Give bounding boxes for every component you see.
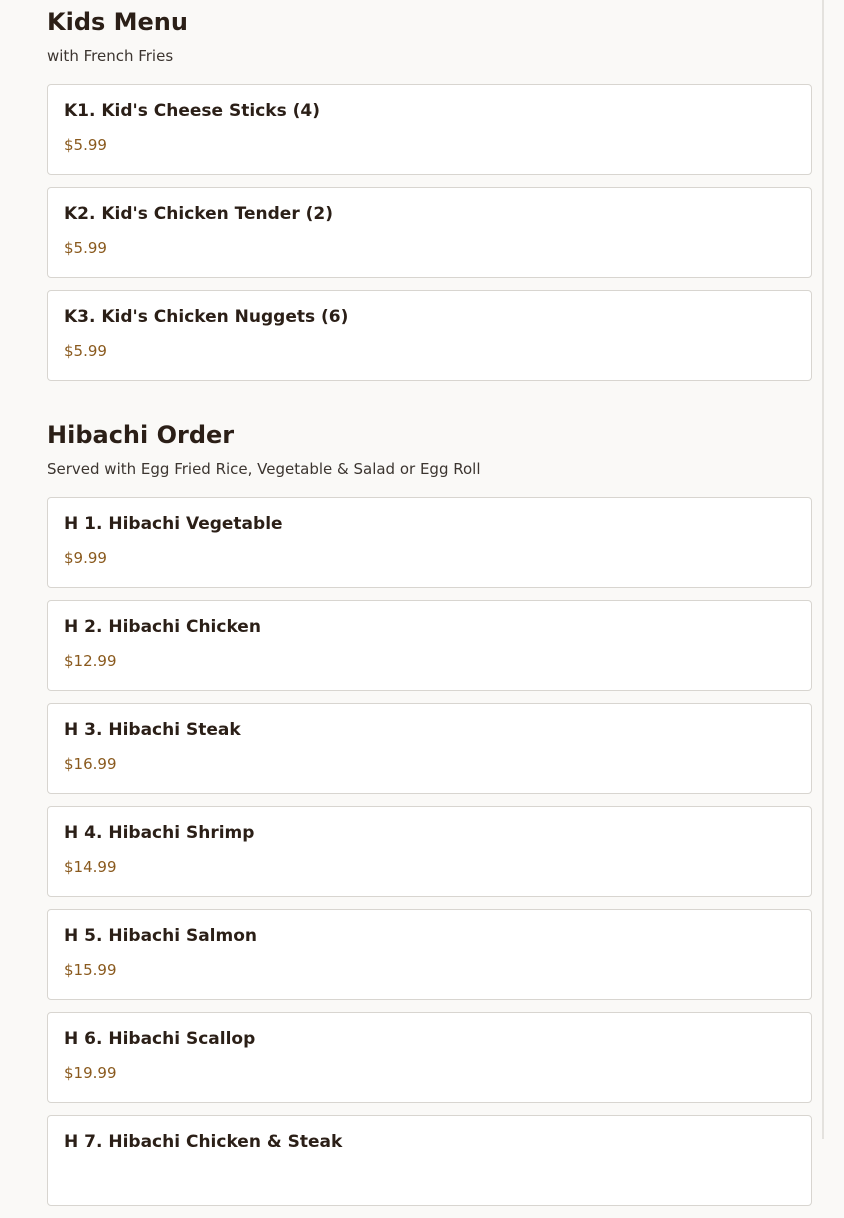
- menu-item-name: K1. Kid's Cheese Sticks (4): [64, 101, 320, 121]
- page-divider: [822, 0, 824, 1139]
- menu-item-card[interactable]: [47, 84, 812, 175]
- section-title: Kids Menu: [47, 8, 188, 36]
- menu-item-name: K3. Kid's Chicken Nuggets (6): [64, 307, 349, 327]
- menu-item-price: $5.99: [64, 342, 107, 360]
- menu-item-card[interactable]: [47, 497, 812, 588]
- section-subtitle: with French Fries: [47, 47, 174, 65]
- menu-item-name: H 6. Hibachi Scallop: [64, 1029, 256, 1049]
- menu-item-card[interactable]: [47, 187, 812, 278]
- section-kids-menu: [47, 7, 812, 66]
- menu-item-card[interactable]: [47, 703, 812, 794]
- menu-item-card[interactable]: [47, 600, 812, 691]
- menu-item-name: H 5. Hibachi Salmon: [64, 926, 258, 946]
- menu-item-price: $9.99: [64, 549, 107, 567]
- section-title: Hibachi Order: [47, 421, 235, 449]
- menu-item-card[interactable]: [47, 806, 812, 897]
- menu-item-name: H 1. Hibachi Vegetable: [64, 514, 283, 534]
- menu-item-price: $16.99: [64, 755, 117, 773]
- kids-menu-items: [47, 84, 812, 393]
- menu-item-price: $15.99: [64, 961, 117, 979]
- menu-item-price: $5.99: [64, 239, 107, 257]
- menu-item-price: $19.99: [64, 1064, 117, 1082]
- menu-item-price: $5.99: [64, 136, 107, 154]
- menu-item-card[interactable]: [47, 909, 812, 1000]
- menu-item-card[interactable]: [47, 1012, 812, 1103]
- menu-item-name: H 7. Hibachi Chicken & Steak: [64, 1132, 343, 1152]
- menu-item-card[interactable]: [47, 1115, 812, 1206]
- menu-item-name: H 2. Hibachi Chicken: [64, 617, 261, 637]
- hibachi-order-items: [47, 497, 812, 1218]
- menu-item-card[interactable]: [47, 290, 812, 381]
- menu-item-price: $14.99: [64, 858, 117, 876]
- section-hibachi-order: [47, 420, 812, 479]
- section-subtitle: Served with Egg Fried Rice, Vegetable & Salad or Egg Roll: [47, 460, 481, 478]
- menu-item-name: H 3. Hibachi Steak: [64, 720, 241, 740]
- menu-item-name: K2. Kid's Chicken Tender (2): [64, 204, 334, 224]
- menu-item-name: H 4. Hibachi Shrimp: [64, 823, 255, 843]
- menu-item-price: $12.99: [64, 652, 117, 670]
